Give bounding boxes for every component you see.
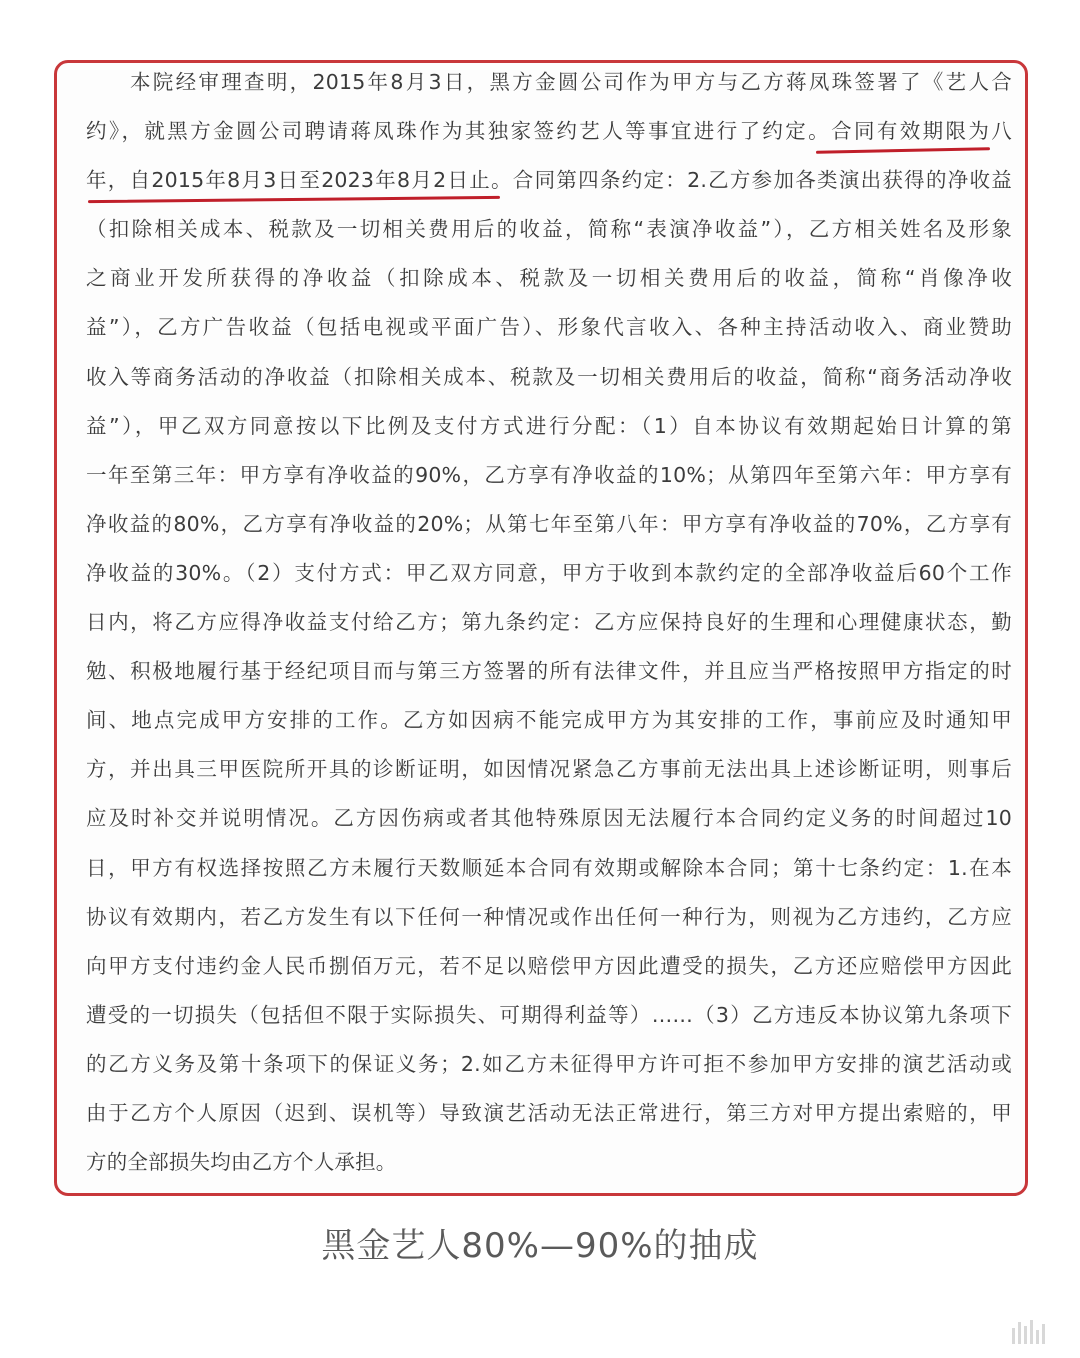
document-line: 一年至第三年：甲方享有净收益的90%，乙方享有净收益的10%；从第四年至第六年：甲方享有 bbox=[86, 462, 1012, 487]
document-line: 由于乙方个人原因（迟到、误机等）导致演艺活动无法正常进行，第三方对甲方提出索赔的，甲 bbox=[86, 1100, 1012, 1125]
document-line: 净收益的30%。（2）支付方式：甲乙双方同意，甲方于收到本款约定的全部净收益后60个工作 bbox=[86, 560, 1012, 585]
document-line: 勉、积极地履行基于经纪项目而与第三方签署的所有法律文件，并且应当严格按照甲方指定的时 bbox=[86, 659, 1012, 684]
document-line: 遭受的一切损失（包括但不限于实际损失、可期得利益等）……（3）乙方违反本协议第九条项下 bbox=[86, 1002, 1012, 1027]
document-line: 方，并出具三甲医院所开具的诊断证明，如因情况紧急乙方事前无法出具上述诊断证明，则事后 bbox=[86, 757, 1012, 782]
document-line: 的乙方义务及第十条项下的保证义务；2.如乙方未征得甲方许可拒不参加甲方安排的演艺活动或 bbox=[86, 1051, 1012, 1076]
document-line: 日，甲方有权选择按照乙方未履行天数顺延本合同有效期或解除本合同；第十七条约定：1.在本 bbox=[86, 855, 1012, 880]
document-line: 向甲方支付违约金人民币捌佰万元，若不足以赔偿甲方因此遭受的损失，乙方还应赔偿甲方因此 bbox=[86, 953, 1012, 978]
document-line: 约》，就黑方金圆公司聘请蒋凤珠作为其独家签约艺人等事宜进行了约定。合同有效期限为八 bbox=[86, 119, 1012, 144]
watermark-bars-icon bbox=[1012, 1318, 1046, 1344]
document-line: （扣除相关成本、税款及一切相关费用后的收益，简称“表演净收益”），乙方相关姓名及形象 bbox=[86, 217, 1012, 242]
document-line: 协议有效期内，若乙方发生有以下任何一种情况或作出任何一种行为，则视为乙方违约，乙方应 bbox=[86, 904, 1012, 929]
document-line: 益”），甲乙双方同意按以下比例及支付方式进行分配：（1）自本协议有效期起始日计算的第 bbox=[86, 413, 1012, 438]
document-line: 日内，将乙方应得净收益支付给乙方；第九条约定：乙方应保持良好的生理和心理健康状态，勤 bbox=[86, 610, 1012, 635]
document-body bbox=[86, 58, 1012, 1187]
document-line: 净收益的80%，乙方享有净收益的20%；从第七年至第八年：甲方享有净收益的70%，乙方享有 bbox=[86, 511, 1012, 536]
document-line: 本院经审理查明，2015年8月3日，黑方金圆公司作为甲方与乙方蒋凤珠签署了《艺人合 bbox=[130, 70, 1012, 94]
document-line: 收入等商务活动的净收益（扣除相关成本、税款及一切相关费用后的收益，简称“商务活动净收 bbox=[86, 364, 1012, 389]
document-line: 之商业开发所获得的净收益（扣除成本、税款及一切相关费用后的收益，简称“肖像净收 bbox=[86, 266, 1012, 291]
document-line: 益”），乙方广告收益（包括电视或平面广告）、形象代言收入、各种主持活动收入、商业赞助 bbox=[86, 315, 1012, 340]
document-line: 方的全部损失均由乙方个人承担。 bbox=[86, 1150, 397, 1175]
document-line: 年，自2015年8月3日至2023年8月2日止。合同第四条约定：2.乙方参加各类演出获得的净收益 bbox=[86, 168, 1012, 193]
image-caption: 黑金艺人80%—90%的抽成 bbox=[321, 1226, 759, 1266]
document-line: 应及时补交并说明情况。乙方因伤病或者其他特殊原因无法履行本合同约定义务的时间超过10 bbox=[86, 806, 1012, 831]
document-line: 间、地点完成甲方安排的工作。乙方如因病不能完成甲方为其安排的工作，事前应及时通知甲 bbox=[86, 708, 1012, 733]
